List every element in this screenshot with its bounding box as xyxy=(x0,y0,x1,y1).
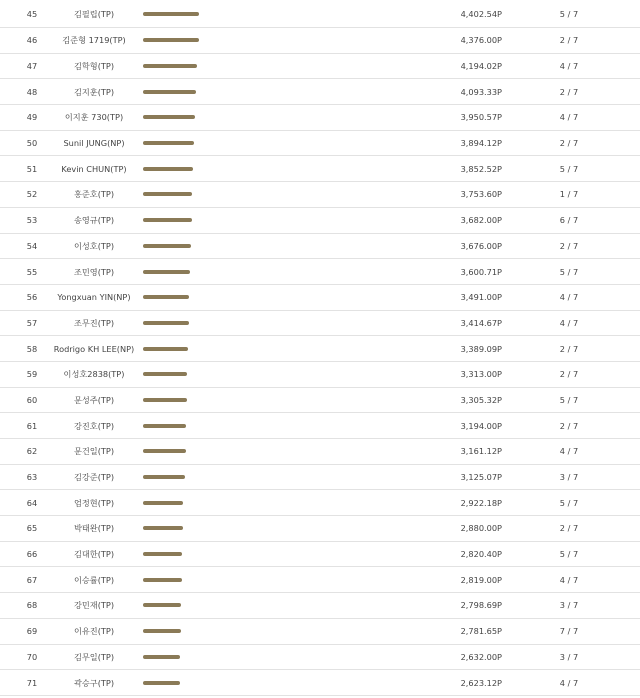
points-bar xyxy=(143,64,203,68)
points-bar-fill xyxy=(143,90,196,94)
player-name: 김강준(TP) xyxy=(73,471,115,482)
table-row xyxy=(0,0,640,28)
points-value: 2,820.40P xyxy=(460,548,502,559)
player-name: 조무진(TP) xyxy=(73,317,115,328)
points-value: 3,950.57P xyxy=(460,112,502,123)
points-value: 3,600.71P xyxy=(460,266,502,277)
event-record: 5 / 7 xyxy=(559,497,579,508)
points-bar xyxy=(143,192,203,196)
points-bar-fill xyxy=(143,629,181,633)
rank-number: 67 xyxy=(26,574,38,585)
rank-number: 52 xyxy=(26,189,38,200)
points-value: 3,414.67P xyxy=(460,317,502,328)
event-record: 5 / 7 xyxy=(559,548,579,559)
table-row xyxy=(0,285,640,311)
points-value: 2,880.00P xyxy=(460,523,502,534)
rank-number: 65 xyxy=(26,523,38,534)
rank-number: 70 xyxy=(26,651,38,662)
points-bar-fill xyxy=(143,347,188,351)
player-name: 김무일(TP) xyxy=(73,651,115,662)
table-row xyxy=(0,156,640,182)
points-bar xyxy=(143,603,203,607)
event-record: 7 / 7 xyxy=(559,626,579,637)
player-name: 김필립(TP) xyxy=(73,8,115,19)
points-value: 3,389.09P xyxy=(460,343,502,354)
player-name: 강민재(TP) xyxy=(73,600,115,611)
points-bar-fill xyxy=(143,501,183,505)
points-bar xyxy=(143,655,203,659)
event-record: 4 / 7 xyxy=(559,574,579,585)
table-row xyxy=(0,465,640,491)
points-bar xyxy=(143,115,203,119)
points-bar xyxy=(143,141,203,145)
points-bar-fill xyxy=(143,141,194,145)
points-value: 4,194.02P xyxy=(460,60,502,71)
rank-number: 71 xyxy=(26,677,38,688)
event-record: 6 / 7 xyxy=(559,215,579,226)
points-bar xyxy=(143,552,203,556)
rank-number: 63 xyxy=(26,471,38,482)
points-bar-fill xyxy=(143,270,190,274)
points-bar xyxy=(143,218,203,222)
table-row xyxy=(0,593,640,619)
table-row xyxy=(0,259,640,285)
points-bar-fill xyxy=(143,321,189,325)
player-name: Yongxuan YIN(NP) xyxy=(57,292,131,303)
points-value: 3,194.00P xyxy=(460,420,502,431)
points-bar-fill xyxy=(143,244,191,248)
points-bar-fill xyxy=(143,681,180,685)
table-row xyxy=(0,105,640,131)
table-row xyxy=(0,234,640,260)
points-bar xyxy=(143,38,203,42)
event-record: 4 / 7 xyxy=(559,292,579,303)
table-row xyxy=(0,208,640,234)
player-name: Rodrigo KH LEE(NP) xyxy=(53,343,135,354)
points-bar-fill xyxy=(143,167,193,171)
event-record: 2 / 7 xyxy=(559,420,579,431)
points-value: 3,313.00P xyxy=(460,369,502,380)
table-row xyxy=(0,336,640,362)
event-record: 4 / 7 xyxy=(559,60,579,71)
points-bar xyxy=(143,424,203,428)
points-bar-fill xyxy=(143,12,199,16)
table-row xyxy=(0,567,640,593)
event-record: 4 / 7 xyxy=(559,677,579,688)
points-value: 2,798.69P xyxy=(460,600,502,611)
rank-number: 68 xyxy=(26,600,38,611)
points-bar-fill xyxy=(143,38,199,42)
player-name: 김학형(TP) xyxy=(73,60,115,71)
points-bar xyxy=(143,270,203,274)
event-record: 5 / 7 xyxy=(559,163,579,174)
event-record: 3 / 7 xyxy=(559,600,579,611)
event-record: 3 / 7 xyxy=(559,651,579,662)
event-record: 2 / 7 xyxy=(559,86,579,97)
points-bar-fill xyxy=(143,449,186,453)
points-value: 3,491.00P xyxy=(460,292,502,303)
player-name: 문건일(TP) xyxy=(73,446,115,457)
event-record: 2 / 7 xyxy=(559,523,579,534)
player-name: 엄정현(TP) xyxy=(73,497,115,508)
points-bar-fill xyxy=(143,475,185,479)
points-bar-fill xyxy=(143,115,195,119)
points-bar-fill xyxy=(143,192,192,196)
points-bar xyxy=(143,167,203,171)
points-value: 3,753.60P xyxy=(460,189,502,200)
points-bar xyxy=(143,501,203,505)
points-value: 2,922.18P xyxy=(460,497,502,508)
rank-number: 45 xyxy=(26,8,38,19)
points-bar xyxy=(143,629,203,633)
rank-number: 49 xyxy=(26,112,38,123)
points-value: 3,852.52P xyxy=(460,163,502,174)
rank-number: 57 xyxy=(26,317,38,328)
points-bar-fill xyxy=(143,655,180,659)
table-row xyxy=(0,79,640,105)
table-row xyxy=(0,362,640,388)
points-bar xyxy=(143,449,203,453)
points-bar-fill xyxy=(143,603,181,607)
player-name: 송영규(TP) xyxy=(73,215,115,226)
table-row xyxy=(0,542,640,568)
points-value: 3,676.00P xyxy=(460,240,502,251)
points-bar xyxy=(143,398,203,402)
points-value: 3,125.07P xyxy=(460,471,502,482)
points-value: 3,894.12P xyxy=(460,137,502,148)
points-value: 2,781.65P xyxy=(460,626,502,637)
table-row xyxy=(0,131,640,157)
rank-number: 69 xyxy=(26,626,38,637)
event-record: 2 / 7 xyxy=(559,137,579,148)
event-record: 4 / 7 xyxy=(559,446,579,457)
rank-number: 48 xyxy=(26,86,38,97)
points-bar xyxy=(143,321,203,325)
player-name: 이지훈 730(TP) xyxy=(64,112,124,123)
event-record: 1 / 7 xyxy=(559,189,579,200)
player-name: 박태완(TP) xyxy=(73,523,115,534)
points-bar-fill xyxy=(143,64,197,68)
points-value: 4,376.00P xyxy=(460,35,502,46)
rank-number: 60 xyxy=(26,394,38,405)
event-record: 4 / 7 xyxy=(559,317,579,328)
points-bar xyxy=(143,12,203,16)
points-value: 4,402.54P xyxy=(460,8,502,19)
points-bar-fill xyxy=(143,372,187,376)
points-value: 2,623.12P xyxy=(460,677,502,688)
points-value: 3,305.32P xyxy=(460,394,502,405)
points-bar xyxy=(143,90,203,94)
points-bar-fill xyxy=(143,295,189,299)
player-name: 김준형 1719(TP) xyxy=(62,35,126,46)
table-row xyxy=(0,311,640,337)
rank-number: 61 xyxy=(26,420,38,431)
points-bar xyxy=(143,526,203,530)
table-row xyxy=(0,645,640,671)
points-value: 3,161.12P xyxy=(460,446,502,457)
table-row xyxy=(0,413,640,439)
rank-number: 53 xyxy=(26,215,38,226)
table-row xyxy=(0,54,640,80)
points-bar xyxy=(143,244,203,248)
points-value: 3,682.00P xyxy=(460,215,502,226)
event-record: 5 / 7 xyxy=(559,8,579,19)
table-row xyxy=(0,28,640,54)
rank-number: 46 xyxy=(26,35,38,46)
player-name: 홍준호(TP) xyxy=(73,189,115,200)
event-record: 2 / 7 xyxy=(559,35,579,46)
player-name: Kevin CHUN(TP) xyxy=(61,163,127,174)
event-record: 5 / 7 xyxy=(559,266,579,277)
rank-number: 56 xyxy=(26,292,38,303)
points-bar-fill xyxy=(143,218,192,222)
player-name: 이성호2838(TP) xyxy=(63,369,125,380)
player-name: 강진호(TP) xyxy=(73,420,115,431)
player-name: 곽승구(TP) xyxy=(73,677,115,688)
player-name: 문성주(TP) xyxy=(73,394,115,405)
player-name: 조민영(TP) xyxy=(73,266,115,277)
player-name: 이승률(TP) xyxy=(73,574,115,585)
rank-number: 50 xyxy=(26,137,38,148)
points-value: 2,632.00P xyxy=(460,651,502,662)
rank-number: 47 xyxy=(26,60,38,71)
rank-number: 64 xyxy=(26,497,38,508)
table-row xyxy=(0,182,640,208)
table-row xyxy=(0,516,640,542)
table-row xyxy=(0,670,640,696)
points-value: 2,819.00P xyxy=(460,574,502,585)
points-bar-fill xyxy=(143,552,182,556)
points-bar-fill xyxy=(143,398,187,402)
rank-number: 55 xyxy=(26,266,38,277)
points-bar xyxy=(143,372,203,376)
rank-number: 54 xyxy=(26,240,38,251)
points-bar xyxy=(143,578,203,582)
event-record: 2 / 7 xyxy=(559,240,579,251)
table-row xyxy=(0,388,640,414)
player-name: 김지훈(TP) xyxy=(73,86,115,97)
points-bar-fill xyxy=(143,578,182,582)
rank-number: 58 xyxy=(26,343,38,354)
points-bar-fill xyxy=(143,526,183,530)
points-bar-fill xyxy=(143,424,186,428)
points-bar xyxy=(143,681,203,685)
player-name: Sunil JUNG(NP) xyxy=(63,137,125,148)
rank-number: 62 xyxy=(26,446,38,457)
player-name: 이유진(TP) xyxy=(73,626,115,637)
event-record: 5 / 7 xyxy=(559,394,579,405)
event-record: 2 / 7 xyxy=(559,369,579,380)
event-record: 4 / 7 xyxy=(559,112,579,123)
rank-number: 59 xyxy=(26,369,38,380)
points-bar xyxy=(143,347,203,351)
event-record: 2 / 7 xyxy=(559,343,579,354)
rank-number: 51 xyxy=(26,163,38,174)
player-name: 이성호(TP) xyxy=(73,240,115,251)
points-bar xyxy=(143,475,203,479)
points-bar xyxy=(143,295,203,299)
rank-number: 66 xyxy=(26,548,38,559)
table-row xyxy=(0,490,640,516)
player-name: 김대한(TP) xyxy=(73,548,115,559)
event-record: 3 / 7 xyxy=(559,471,579,482)
table-row xyxy=(0,439,640,465)
table-row xyxy=(0,619,640,645)
points-value: 4,093.33P xyxy=(460,86,502,97)
